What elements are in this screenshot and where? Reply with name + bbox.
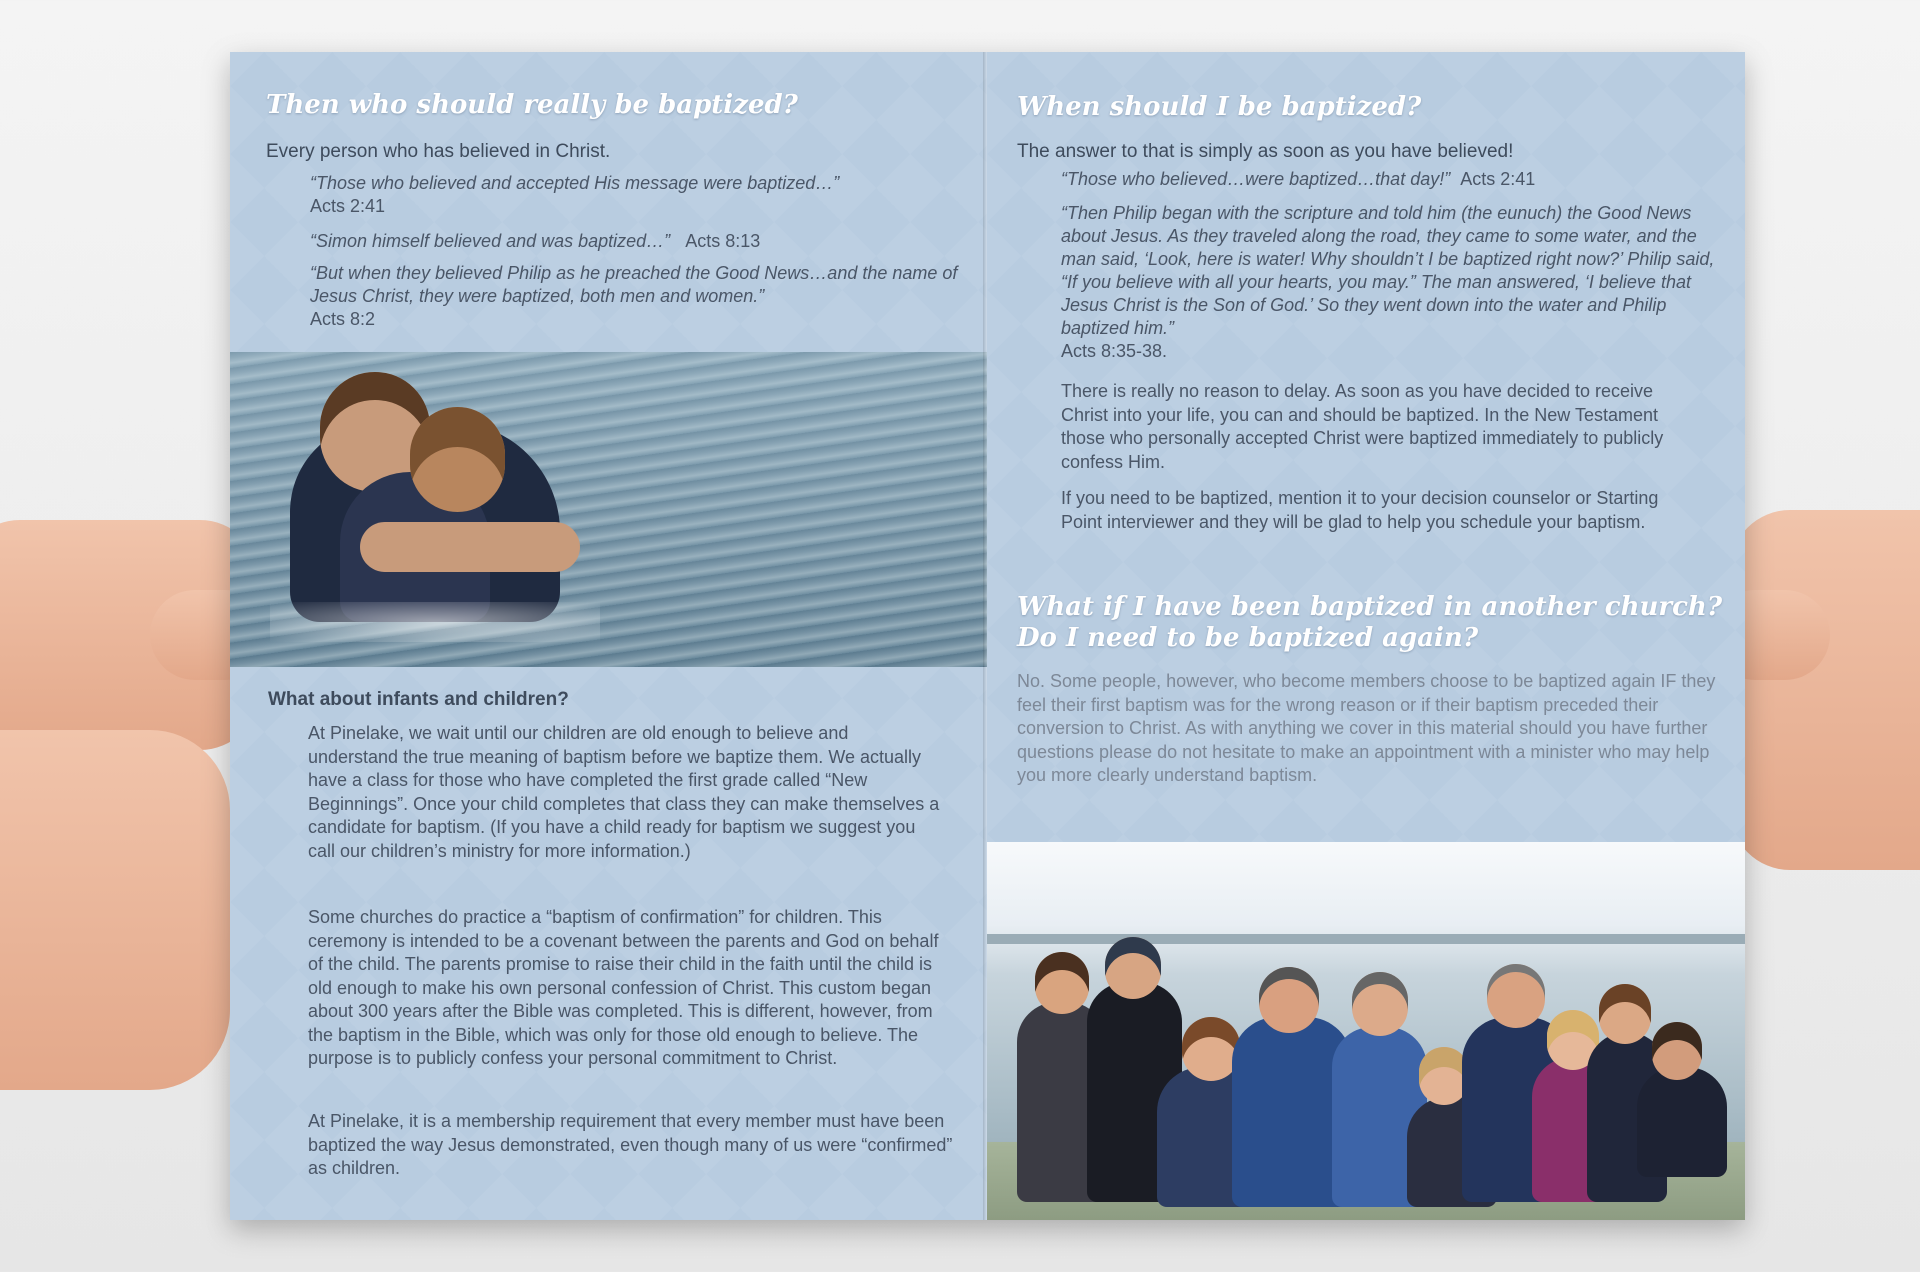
left-fingers (0, 730, 230, 1090)
group-baptism-photo (987, 842, 1745, 1220)
left-paragraph-3: At Pinelake, it is a membership requirement that every member must have been baptized the way Jesus demonstrated, even though many of us were “confirmed” as children. (308, 1111, 953, 1178)
left-page (230, 52, 987, 1220)
quote-ref: Acts 8:13 (685, 231, 761, 251)
quote-ref: Acts 2:41 (1460, 169, 1536, 189)
heading2-line2: Do I need to be baptized again? (1017, 623, 1479, 653)
right-quote-1 (1061, 168, 1721, 191)
right-page-lead: The answer to that is simply as soon as you have believed! (1017, 141, 1514, 162)
left-paragraph-2: Some churches do practice a “baptism of confirmation” for children. This ceremony is intended to be a covenant between the parents and God on behalf of the child. The parents promise to raise their child in the faith until the child is old enough to make his own personal confession of Christ. This custom began about 300 years after the Bible was completed. This is different, however, from the baptism in the Bible, which was only for those old enough to believe. The purpose is to publicly confess your personal commitment to Christ. (308, 907, 939, 1068)
left-page-subheading: What about infants and children? (268, 689, 569, 710)
quote-text: “Those who believed…were baptized…that day!” (1061, 169, 1451, 189)
left-page-lead: Every person who has believed in Christ. (266, 141, 611, 162)
right-paragraph-2: If you need to be baptized, mention it to your decision counselor or Starting Point interviewer and they will be glad to help you schedule your baptism. (1061, 488, 1659, 532)
shoreline (987, 934, 1745, 944)
right-page-heading-2 (1017, 592, 1727, 654)
person-7-head (1487, 964, 1545, 1028)
right-page-heading: When should I be baptized? (1017, 92, 1422, 122)
right-paragraph-1: There is really no reason to delay. As soon as you have decided to receive Christ into your life, you can and should be baptized. In the New Testament those who personally accepted Christ were baptized immediately to publicly confess Him. (1061, 381, 1664, 472)
quote-text: “Then Philip began with the scripture and told him (the eunuch) the Good News about Jesus. As they traveled along the road, they came to some water, and the man said, ‘Look, here is water! Why shouldn’t I be baptized right now?’ Philip said, “If you believe with all your hearts, you may.” The man answered, ‘I believe that Jesus Christ is the Son of God.’ So they went down into the water and Philip baptized him.” (1061, 203, 1715, 338)
right-page (987, 52, 1745, 1220)
right-quote-2 (1061, 202, 1726, 363)
left-quote-2 (310, 230, 960, 253)
person-10-head (1652, 1022, 1702, 1080)
quote-ref: Acts 8:2 (310, 309, 376, 329)
baptism-photo (230, 352, 987, 667)
person-10 (1637, 1067, 1727, 1177)
person-5-head (1352, 972, 1408, 1036)
quote-ref: Acts 8:35-38. (1061, 341, 1168, 361)
left-page-heading: Then who should really be baptized? (266, 90, 798, 120)
pastor-arm (360, 522, 580, 572)
quote-ref: Acts 2:41 (310, 196, 386, 216)
person-4-head (1259, 967, 1319, 1033)
child-head (410, 407, 505, 512)
person-9-head (1599, 984, 1651, 1044)
left-paragraph-1: At Pinelake, we wait until our children are old enough to believe and understand the true meaning of baptism before we baptize them. We actually have a class for those who have completed the first grade called “New Beginnings”. Once your child completes that class they can make themselves a candidate for baptism. (If you have a child ready for baptism we suggest you call our children’s ministry for more information.) (308, 723, 940, 861)
quote-text: “But when they believed Philip as he preached the Good News…and the name of Jesus Christ, they were baptized, both men and women.” (310, 263, 958, 306)
person-2-head (1105, 937, 1161, 999)
heading2-line1: What if I have been baptized in another church? (1017, 592, 1723, 622)
quote-text: “Simon himself believed and was baptized…” (310, 231, 671, 251)
splash (270, 602, 600, 642)
quote-text: “Those who believed and accepted His message were baptized…” (310, 173, 840, 193)
left-quote-3 (310, 262, 960, 331)
right-answer-paragraph: No. Some people, however, who become members choose to be baptized again IF they feel their first baptism was for the wrong reason or if their baptism preceded their conversion to Christ. As with anything we cover in this material should you have further questions please do not hesitate to make an appointment with a minister who may help you more clearly understand baptism. (1017, 671, 1716, 785)
booklet-spread (230, 52, 1745, 1220)
left-quote-1 (310, 172, 960, 218)
right-hand (1730, 510, 1920, 870)
person-1-head (1035, 952, 1089, 1014)
